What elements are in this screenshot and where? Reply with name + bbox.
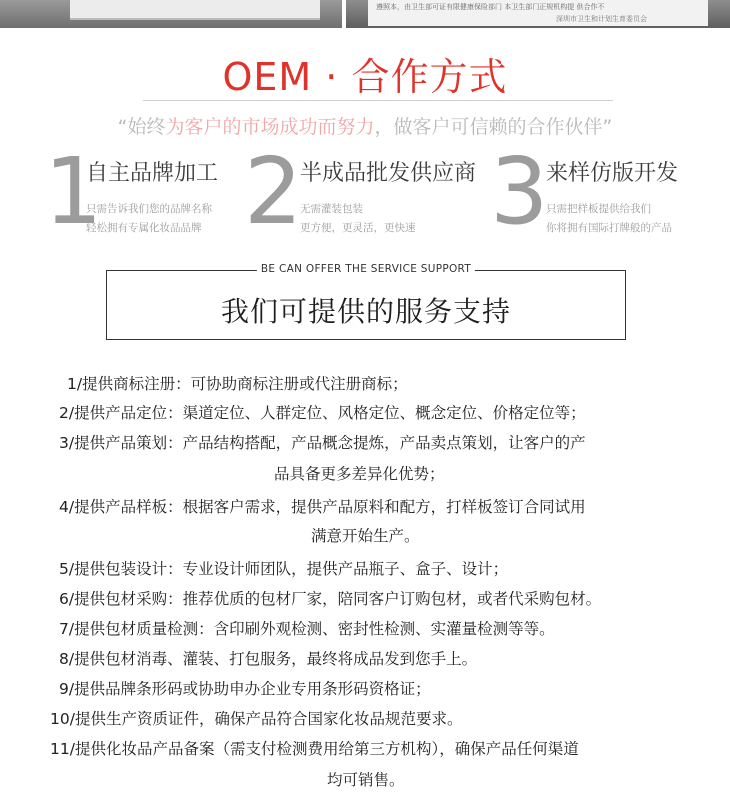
slogan xyxy=(0,112,730,139)
service-item-3-cont: 品具备更多差异化优势； xyxy=(274,465,445,483)
certificate-issuer: 深圳市卫生和计划生育委员会 xyxy=(556,15,647,23)
method-number: 2 xyxy=(244,138,303,245)
certificate-photo-left xyxy=(0,0,342,28)
service-item-4: 4/提供产品样板：根据客户需求，提供产品原料和配方，打样板签订合同试用 xyxy=(59,498,586,516)
service-title: 我们可提供的服务支持 xyxy=(220,295,511,328)
certificate-paper xyxy=(70,0,320,20)
certificate-text-line: 遵照本，由卫生部可证有限健康保险部门 本卫生部门正规机构提 供合作不 xyxy=(376,3,605,11)
method-number: 3 xyxy=(490,138,549,245)
service-item-6: 6/提供包材采购：推荐优质的包材厂家，陪同客户订购包材，或者代采购包材。 xyxy=(59,590,602,608)
method-desc: 只需告诉我们您的品牌名称 xyxy=(86,203,212,215)
method-3 xyxy=(490,138,730,245)
service-header-box xyxy=(106,263,626,340)
method-desc: 只需把样板提供给我们 xyxy=(546,203,651,215)
slogan-rest: ，做客户可信赖的合作伙伴” xyxy=(374,116,613,138)
method-title: 来样仿版开发 xyxy=(546,161,679,186)
method-title: 半成品批发供应商 xyxy=(300,161,477,186)
service-item-8: 8/提供包材消毒、灌装、打包服务，最终将成品发到您手上。 xyxy=(59,650,478,668)
service-item-1: 1/提供商标注册：可协助商标注册或代注册商标； xyxy=(67,375,408,393)
service-item-2: 2/提供产品定位：渠道定位、人群定位、风格定位、概念定位、价格定位等； xyxy=(59,404,586,422)
service-item-4-cont: 满意开始生产。 xyxy=(311,527,420,545)
oem-title: OEM · 合作方式 xyxy=(222,55,508,99)
service-item-9: 9/提供品牌条形码或协助申办企业专用条形码资格证； xyxy=(59,680,431,698)
service-subtitle: BE CAN OFFER THE SERVICE SUPPORT xyxy=(257,263,475,275)
service-item-10: 10/提供生产资质证件，确保产品符合国家化妆品规范要求。 xyxy=(50,710,463,728)
service-item-7: 7/提供包材质量检测：含印刷外观检测、密封性检测、实灌量检测等等。 xyxy=(59,620,555,638)
method-1 xyxy=(44,138,244,245)
method-number: 1 xyxy=(44,138,103,245)
certificate-photo-right xyxy=(346,0,730,28)
method-desc: 你将拥有国际打牌般的产品 xyxy=(546,222,672,234)
method-title: 自主品牌加工 xyxy=(86,161,219,186)
title-divider xyxy=(143,100,613,101)
method-2 xyxy=(244,138,484,245)
service-item-5: 5/提供包装设计：专业设计师团队，提供产品瓶子、盒子、设计； xyxy=(59,560,509,578)
slogan-open: “始终 xyxy=(117,116,166,138)
method-desc: 轻松拥有专属化妆品品牌 xyxy=(86,222,202,234)
method-desc: 无需灌装包装 xyxy=(300,203,363,215)
service-item-11: 11/提供化妆品产品备案（需支付检测费用给第三方机构），确保产品任何渠道 xyxy=(50,740,579,758)
method-desc: 更方便，更灵活，更快速 xyxy=(300,222,416,234)
slogan-highlight: 为客户的市场成功而努力 xyxy=(165,116,375,138)
service-item-11-cont: 均可销售。 xyxy=(327,771,405,789)
service-item-3: 3/提供产品策划：产品结构搭配，产品概念提炼，产品卖点策划，让客户的产 xyxy=(59,434,586,452)
